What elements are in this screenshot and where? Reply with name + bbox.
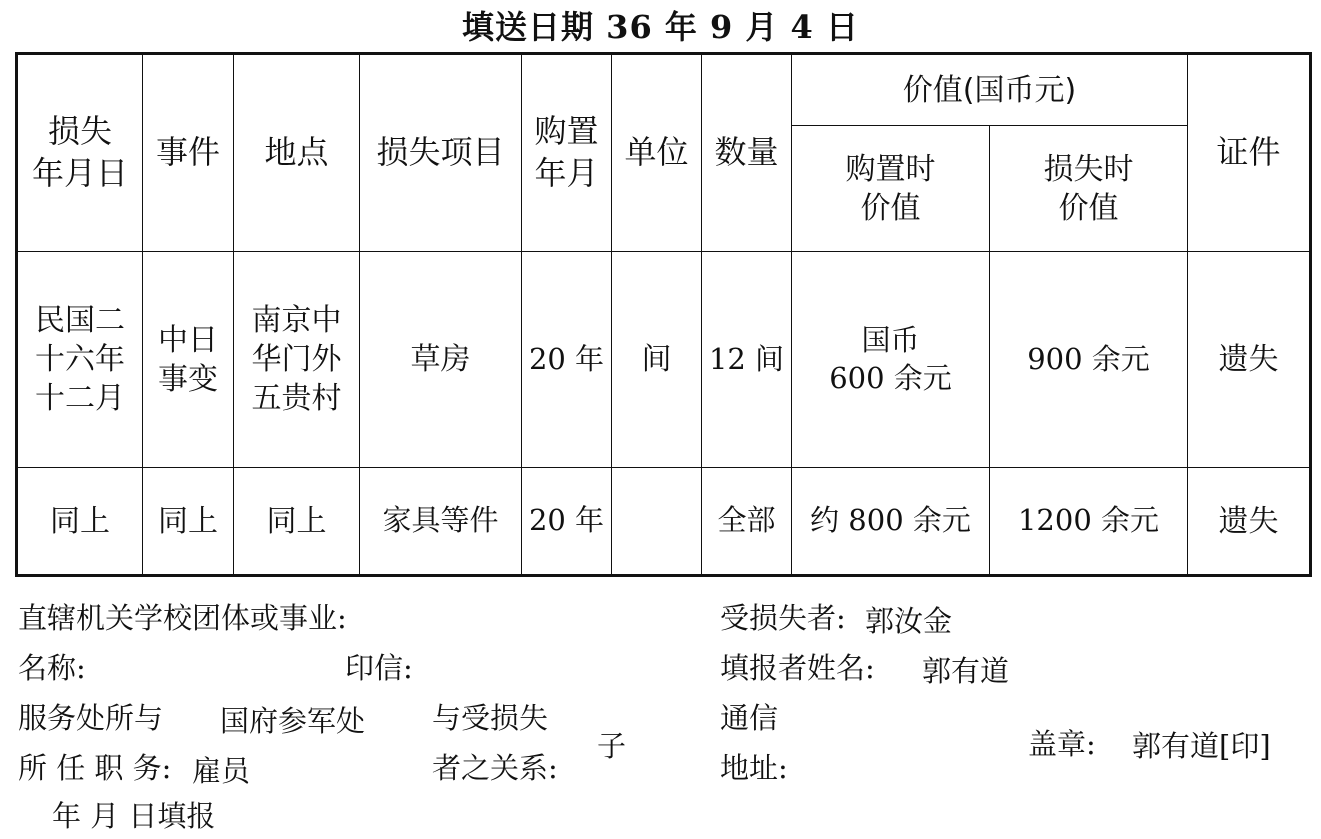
table-row — [17, 468, 1311, 576]
victim-value: 郭汝金 — [865, 604, 953, 638]
header-value-loss — [990, 126, 1188, 252]
header-item: 损失项目 — [360, 54, 522, 252]
victim-label: 受损失者: — [720, 601, 846, 635]
stamp-label: 盖章: — [1028, 727, 1096, 761]
header-loss-date-label: 损失 年月日 — [31, 112, 128, 192]
cell-location — [234, 252, 360, 468]
header-value-purchase — [792, 126, 990, 252]
header-quantity: 数量 — [702, 54, 792, 252]
cell-certificate: 遗失 — [1188, 468, 1311, 576]
reporter-value: 郭有道 — [922, 654, 1010, 688]
cell-quantity: 全部 — [702, 468, 792, 576]
name-label: 名称: — [18, 651, 86, 685]
relation-value: 子 — [597, 729, 627, 763]
header-certificate: 证件 — [1188, 54, 1311, 252]
cell-loss-date: 同上 — [17, 468, 143, 576]
header-event: 事件 — [143, 54, 234, 252]
cell-item: 草房 — [360, 252, 522, 468]
cell-value-purchase — [792, 252, 990, 468]
cell-value-loss: 900 余元 — [990, 252, 1188, 468]
cell-purchase-date: 20 年 — [522, 252, 612, 468]
cell-event — [143, 252, 234, 468]
cell-purchase-date: 20 年 — [522, 468, 612, 576]
relation-label-1: 与受损失 — [432, 701, 549, 735]
cell-value-loss: 1200 余元 — [990, 468, 1188, 576]
cell-loss-date-text: 民国二 十六年 十二月 — [35, 303, 125, 416]
table-row — [17, 252, 1311, 468]
cell-loss-date — [17, 252, 143, 468]
header-value-purchase-label: 购置时 价值 — [845, 151, 936, 226]
cell-event-text: 中日 事变 — [158, 322, 218, 397]
report-date-line: 年 月 日填报 — [52, 799, 216, 833]
cell-quantity: 12 间 — [702, 252, 792, 468]
loss-report-table — [15, 52, 1312, 577]
page-title: 填送日期 36 年 9 月 4 日 — [462, 8, 859, 46]
header-location: 地点 — [234, 54, 360, 252]
service-label: 服务处所与 — [18, 701, 164, 735]
address-label-1: 通信 — [720, 701, 779, 735]
reporter-label: 填报者姓名: — [720, 651, 875, 685]
duty-value: 雇员 — [192, 754, 251, 788]
seal-label: 印信: — [345, 651, 413, 685]
address-label-2: 地址: — [720, 751, 788, 785]
cell-unit: 间 — [612, 252, 702, 468]
header-unit: 单位 — [612, 54, 702, 252]
header-loss-date — [17, 54, 143, 252]
cell-event: 同上 — [143, 468, 234, 576]
duty-label: 所 任 职 务: — [18, 751, 172, 785]
header-value-group: 价值(国币元) — [792, 54, 1188, 126]
cell-value-purchase-text: 国币 600 余元 — [829, 322, 952, 395]
header-purchase-date — [522, 54, 612, 252]
service-value: 国府参军处 — [220, 704, 366, 738]
cell-certificate: 遗失 — [1188, 252, 1311, 468]
stamp-value: 郭有道[印] — [1132, 729, 1271, 763]
cell-item: 家具等件 — [360, 468, 522, 576]
relation-label-2: 者之关系: — [432, 751, 558, 785]
cell-location-text: 南京中 华门外 五贵村 — [251, 303, 342, 416]
cell-location: 同上 — [234, 468, 360, 576]
agency-label: 直辖机关学校团体或事业: — [18, 601, 347, 635]
cell-value-purchase: 约 800 余元 — [792, 468, 990, 576]
header-purchase-date-label: 购置 年月 — [534, 112, 599, 192]
cell-unit — [612, 468, 702, 576]
header-value-loss-label: 损失时 价值 — [1043, 151, 1134, 226]
